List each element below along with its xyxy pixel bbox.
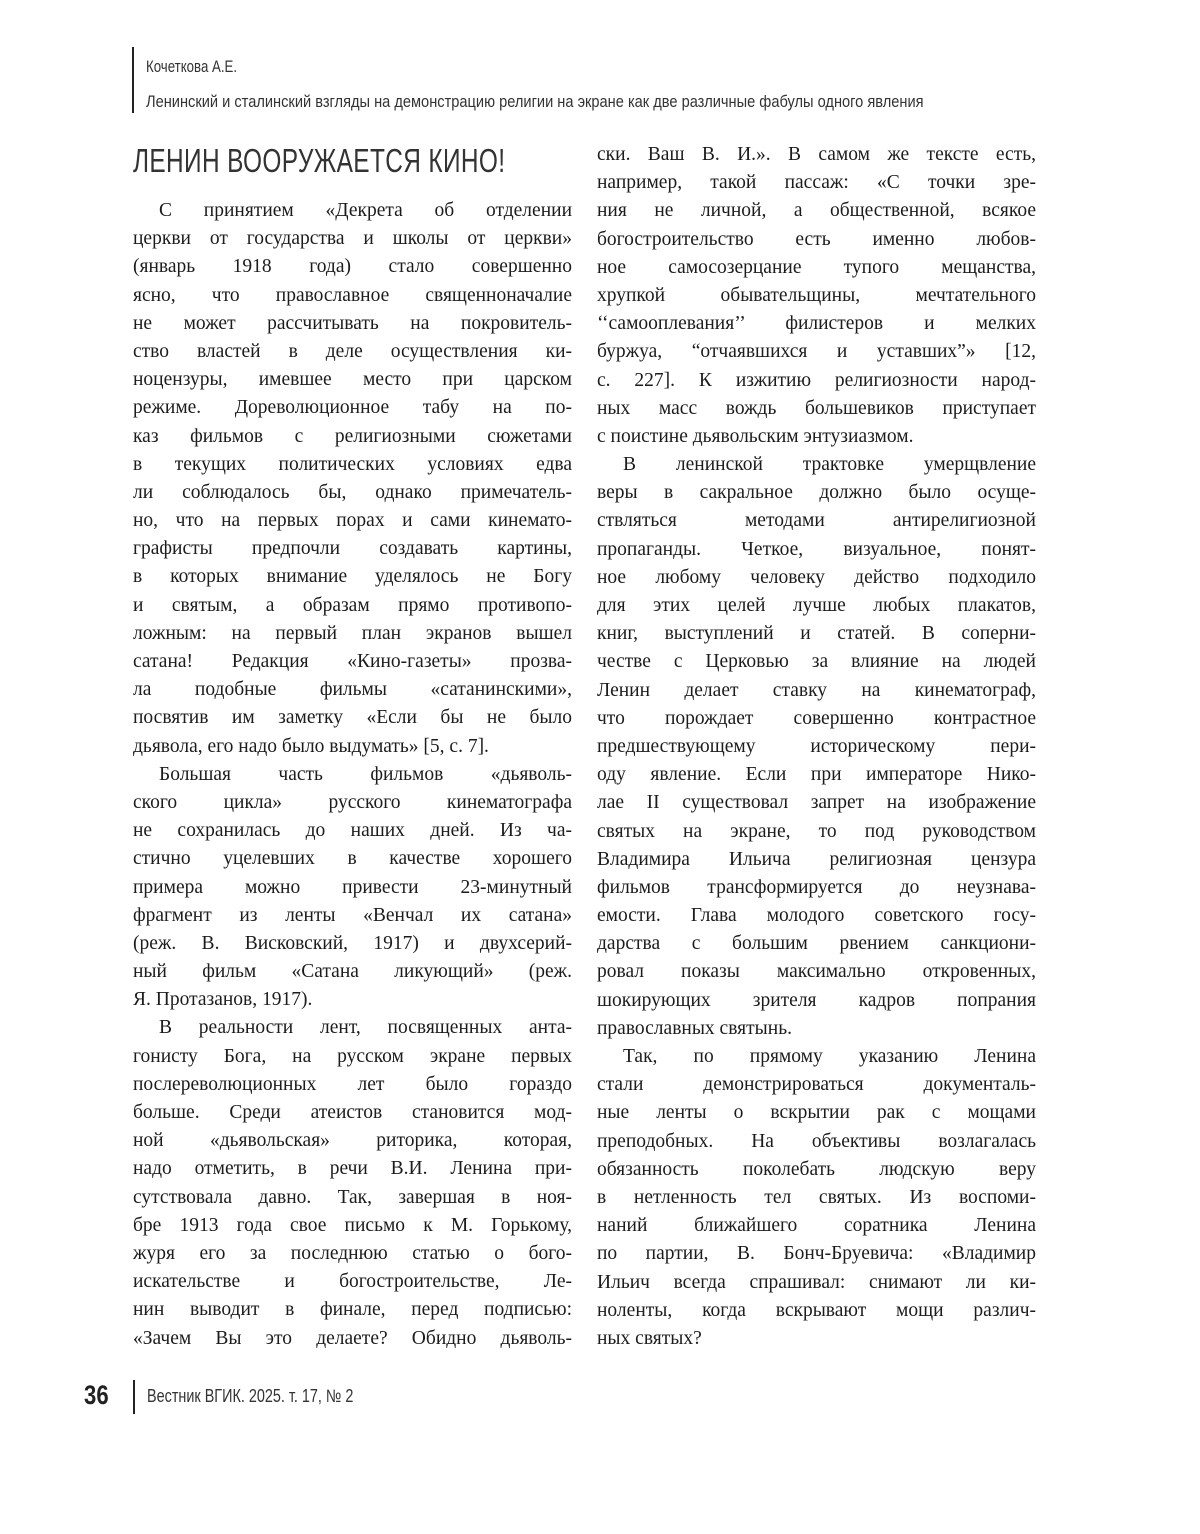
text-line: обязанность поколебать людскую веру: [597, 1156, 1036, 1184]
paragraph: [597, 141, 1036, 451]
text-line: (реж. В. Висковский, 1917) и двухсерий-: [133, 930, 572, 958]
text-line: пропаганды. Четкое, визуальное, понят-: [597, 536, 1036, 564]
text-line: ноцензуры, имевшее место при царском: [133, 366, 572, 394]
running-head-title: Ленинский и сталинский взгляды на демонстрацию религии на экране как две различные фабулы одного явления: [146, 92, 924, 112]
paragraph: [133, 761, 572, 1015]
text-line: не может рассчитывать на покровитель-: [133, 310, 572, 338]
text-line: по партии, В. Бонч-Бруевича: «Владимир: [597, 1240, 1036, 1268]
text-line: но, что на первых порах и сами кинемато-: [133, 507, 572, 535]
text-line: и святым, а образам прямо противопо-: [133, 592, 572, 620]
text-line: посвятив им заметку «Если бы не было: [133, 704, 572, 732]
text-line: С принятием «Декрета об отделении: [133, 197, 572, 225]
text-line: Так, по прямому указанию Ленина: [597, 1043, 1036, 1071]
text-line: с. 227]. К изжитию религиозности народ-: [597, 367, 1036, 395]
right-column: [597, 141, 1036, 1353]
text-line: гонисту Бога, на русском экране первых: [133, 1043, 572, 1071]
text-line: ной «дьявольская» риторика, которая,: [133, 1127, 572, 1155]
header-divider: [132, 47, 134, 113]
text-line: церкви от государства и школы от церкви»: [133, 225, 572, 253]
text-line: бре 1913 года свое письмо к М. Горькому,: [133, 1212, 572, 1240]
text-line: дарства с большим рвением санкциони-: [597, 930, 1036, 958]
text-line: предшествующему историческому пери-: [597, 733, 1036, 761]
text-line: ных святых?: [597, 1325, 1036, 1353]
text-line: ные ленты о вскрытии рак с мощами: [597, 1099, 1036, 1127]
text-line: стали демонстрироваться документаль-: [597, 1071, 1036, 1099]
text-line: ный фильм «Сатана ликующий» (реж.: [133, 958, 572, 986]
text-line: В реальности лент, посвященных анта-: [133, 1014, 572, 1042]
text-line: графисты предпочли создавать картины,: [133, 535, 572, 563]
left-column: [133, 197, 572, 1353]
text-line: ствляться методами антирелигиозной: [597, 507, 1036, 535]
text-line: в нетленность тел святых. Из воспоми-: [597, 1184, 1036, 1212]
text-line: ского цикла» русского кинематографа: [133, 789, 572, 817]
text-line: в которых внимание уделялось не Богу: [133, 563, 572, 591]
paragraph: [597, 451, 1036, 1043]
text-line: богостроительство есть именно любов-: [597, 226, 1036, 254]
text-line: ния не личной, а общественной, всякое: [597, 197, 1036, 225]
text-line: ясно, что православное священноначалие: [133, 282, 572, 310]
text-line: ‘‘самооплевания’’ филистеров и мелких: [597, 310, 1036, 338]
text-line: буржуа, “отчаявшихся и уставших”» [12,: [597, 338, 1036, 366]
text-line: (январь 1918 года) стало совершенно: [133, 253, 572, 281]
paragraph: [133, 1014, 572, 1352]
journal-citation: Вестник ВГИК. 2025. т. 17, № 2: [147, 1386, 353, 1407]
text-line: надо отметить, в речи В.И. Ленина при-: [133, 1155, 572, 1183]
text-line: фрагмент из ленты «Венчал их сатана»: [133, 902, 572, 930]
text-line: преподобных. На объективы возлагалась: [597, 1128, 1036, 1156]
text-line: фильмов трансформируется до неузнава-: [597, 874, 1036, 902]
text-line: святых на экране, то под руководством: [597, 818, 1036, 846]
text-line: шокирующих зрителя кадров попрания: [597, 987, 1036, 1015]
text-line: с поистине дьявольским энтузиазмом.: [597, 423, 1036, 451]
section-title: ЛЕНИН ВООРУЖАЕТСЯ КИНО!: [133, 142, 505, 180]
paragraph: [597, 1043, 1036, 1353]
text-line: православных святынь.: [597, 1015, 1036, 1043]
text-line: послереволюционных лет было гораздо: [133, 1071, 572, 1099]
text-line: Я. Протазанов, 1917).: [133, 986, 572, 1014]
text-line: ное самосозерцание тупого мещанства,: [597, 254, 1036, 282]
text-line: ство властей в деле осуществления ки-: [133, 338, 572, 366]
text-line: каз фильмов с религиозными сюжетами: [133, 423, 572, 451]
text-line: честве с Церковью за влияние на людей: [597, 648, 1036, 676]
text-line: оду явление. Если при императоре Нико-: [597, 761, 1036, 789]
text-line: стично уцелевших в качестве хорошего: [133, 845, 572, 873]
text-line: больше. Среди атеистов становится мод-: [133, 1099, 572, 1127]
text-line: веры в сакральное должно было осуще-: [597, 479, 1036, 507]
footer-divider: [133, 1380, 135, 1414]
text-line: ноленты, когда вскрывают мощи различ-: [597, 1297, 1036, 1325]
text-line: ли соблюдалось бы, однако примечатель-: [133, 479, 572, 507]
text-line: в текущих политических условиях едва: [133, 451, 572, 479]
text-line: например, такой пассаж: «С точки зре-: [597, 169, 1036, 197]
text-line: книг, выступлений и статей. В соперни-: [597, 620, 1036, 648]
text-line: сатана! Редакция «Кино-газеты» прозва-: [133, 648, 572, 676]
running-head-author: Кочеткова А.Е.: [146, 57, 237, 77]
text-line: нин выводит в финале, перед подписью:: [133, 1296, 572, 1324]
paragraph: [133, 197, 572, 761]
text-line: Ленин делает ставку на кинематограф,: [597, 677, 1036, 705]
page-number: 36: [84, 1380, 109, 1411]
text-line: дьявола, его надо было выдумать» [5, с. 7].: [133, 733, 572, 761]
text-line: «Зачем Вы это делаете? Обидно дьяволь-: [133, 1325, 572, 1353]
text-line: сутствовала давно. Так, завершая в ноя-: [133, 1184, 572, 1212]
text-line: Ильич всегда спрашивал: снимают ли ки-: [597, 1269, 1036, 1297]
text-line: ложным: на первый план экранов вышел: [133, 620, 572, 648]
text-line: режиме. Дореволюционное табу на по-: [133, 394, 572, 422]
text-line: не сохранилась до наших дней. Из ча-: [133, 817, 572, 845]
text-line: искательстве и богостроительстве, Ле-: [133, 1268, 572, 1296]
text-line: Владимира Ильича религиозная цензура: [597, 846, 1036, 874]
text-line: ное любому человеку действо подходило: [597, 564, 1036, 592]
text-line: емости. Глава молодого советского госу-: [597, 902, 1036, 930]
text-line: Большая часть фильмов «дьяволь-: [133, 761, 572, 789]
text-line: хрупкой обывательщины, мечтательного: [597, 282, 1036, 310]
text-line: ски. Ваш В. И.». В самом же тексте есть,: [597, 141, 1036, 169]
text-line: для этих целей лучше любых плакатов,: [597, 592, 1036, 620]
text-line: наний ближайшего соратника Ленина: [597, 1212, 1036, 1240]
text-line: ровал показы максимально откровенных,: [597, 958, 1036, 986]
text-line: ных масс вождь большевиков приступает: [597, 395, 1036, 423]
text-line: лае II существовал запрет на изображение: [597, 789, 1036, 817]
text-line: ла подобные фильмы «сатанинскими»,: [133, 676, 572, 704]
text-line: что порождает совершенно контрастное: [597, 705, 1036, 733]
text-line: журя его за последнюю статью о бого-: [133, 1240, 572, 1268]
text-line: примера можно привести 23-минутный: [133, 874, 572, 902]
text-line: В ленинской трактовке умерщвление: [597, 451, 1036, 479]
